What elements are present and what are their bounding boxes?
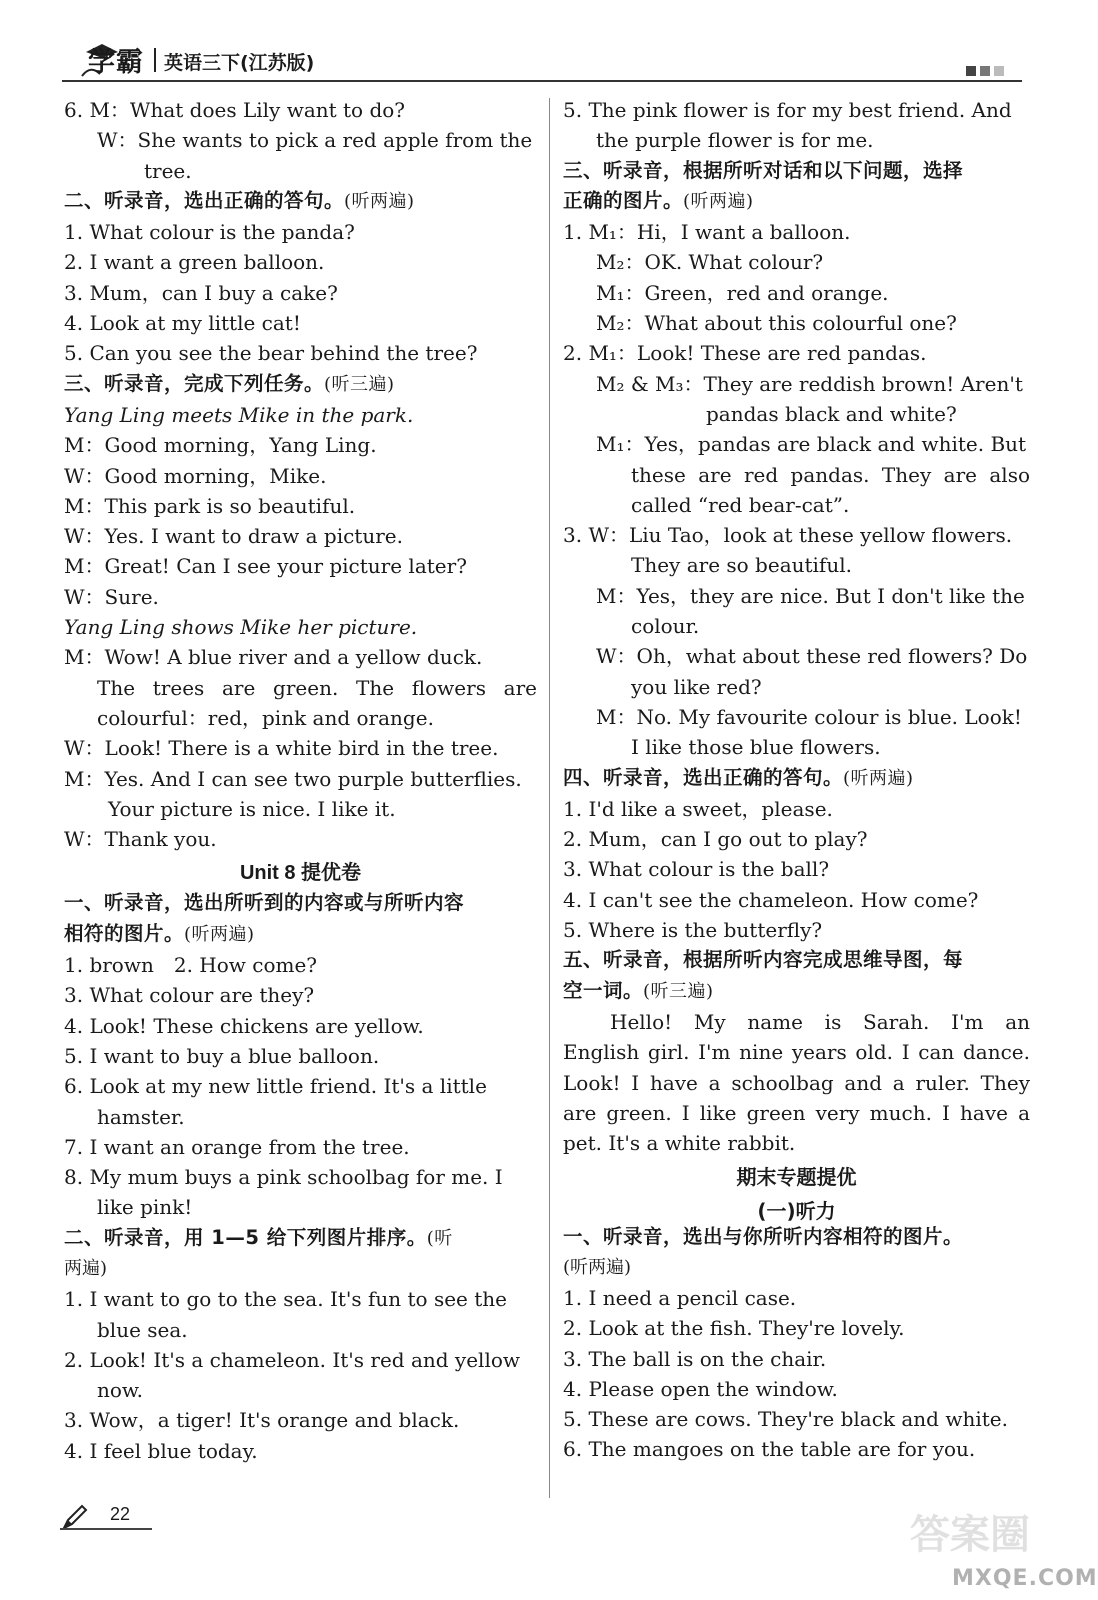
listen-note: (听两遍) [683, 190, 754, 212]
dialogue-line: W：Oh，what about these red flowers? Do [596, 644, 1028, 669]
dialogue-line: W：Sure. [64, 584, 159, 609]
list-item: 1. brown 2. How come? [64, 953, 318, 978]
dialogue-line: M：Great! Can I see your picture later? [64, 554, 467, 579]
header-separator [154, 48, 156, 72]
list-item-continuation: now. [97, 1378, 144, 1403]
dialogue-line: W：Look! There is a white bird in the tree. [64, 736, 499, 761]
listen-note: (听三遍) [643, 980, 714, 1002]
paragraph-line: English girl. I'm nine years old. I can dance. [563, 1040, 1030, 1065]
dialogue-line: M₂：OK. What colour? [596, 250, 824, 275]
unit-title: Unit 8 提优卷 [239, 862, 362, 885]
book-title: 英语三下(江苏版) [164, 52, 315, 74]
heading-text: 二、听录音，选出正确的答句。 [64, 188, 345, 212]
dialogue-line: M₂：What about this colourful one? [596, 311, 957, 336]
section-heading [64, 369, 537, 400]
heading-text: 正确的图片。 [563, 188, 684, 212]
dialogue-line: M：No. My favourite colour is blue. Look! [596, 704, 1022, 729]
dialogue-line: 1. M₁：Hi，I want a balloon. [563, 220, 851, 245]
scene-description: Yang Ling meets Mike in the park. [64, 402, 414, 427]
final-subtitle: (一)听力 [757, 1199, 836, 1224]
listen-note: (听两遍) [184, 923, 255, 945]
text-line: 6. M：What does Lily want to do? [64, 98, 406, 122]
brand-logo-text: 学霸 [88, 47, 144, 78]
dialogue-line: W：Thank you. [64, 827, 217, 852]
header-rule [62, 80, 1022, 82]
section-heading [563, 186, 1030, 217]
header-square [994, 66, 1004, 76]
list-item: 1. I need a pencil case. [563, 1285, 797, 1310]
dialogue-line: W：Good morning，Mike. [64, 463, 327, 488]
page-header [62, 36, 1022, 84]
dialogue-line: you like red? [631, 674, 762, 699]
section-heading [64, 1223, 537, 1254]
dialogue-line: M：Yes，they are nice. But I don't like the [596, 583, 1025, 608]
list-item: 3. What colour are they? [64, 983, 315, 1008]
paragraph-line: Hello! My name is Sarah. I'm an [610, 1009, 1030, 1034]
watermark-text: MXQE.COM [952, 1566, 1098, 1591]
dialogue-line: M₁：Green，red and orange. [596, 280, 889, 305]
list-item: 4. I can't see the chameleon. How come? [563, 887, 979, 912]
dialogue-line: 2. M₁：Look! These are red pandas. [563, 341, 927, 366]
list-item: 3. What colour is the ball? [563, 857, 830, 882]
heading-text: 三、听录音，完成下列任务。 [64, 371, 325, 395]
listen-note: 两遍) [64, 1257, 108, 1279]
dialogue-line: W：Yes. I want to draw a picture. [64, 524, 403, 549]
listen-note: (听 [426, 1227, 453, 1249]
section-heading [563, 763, 1030, 794]
list-item: 2. Look at the fish. They're lovely. [563, 1316, 905, 1341]
listen-note: (听两遍) [344, 190, 415, 212]
dialogue-line: pandas black and white? [706, 401, 957, 426]
section-heading [64, 186, 537, 217]
dialogue-line: M：Wow! A blue river and a yellow duck. [64, 645, 483, 670]
list-item: 6. Look at my new little friend. It's a little [64, 1074, 487, 1099]
dialogue-line: M：Good morning，Yang Ling. [64, 433, 377, 458]
dialogue-line: They are so beautiful. [631, 553, 852, 578]
list-item: 1. What colour is the panda? [64, 220, 355, 245]
dialogue-line: M₁：Yes，pandas are black and white. But [596, 432, 1027, 457]
left-column [64, 95, 537, 1466]
section-heading: 三、听录音，根据所听对话和以下问题，选择 [563, 158, 964, 182]
list-item: 3. Mum，can I buy a cake? [64, 280, 338, 305]
list-item-continuation: hamster. [97, 1104, 185, 1129]
heading-text: 二、听录音，用 1—5 给下列图片排序。 [64, 1225, 427, 1249]
heading-text: 四、听录音，选出正确的答句。 [563, 765, 844, 789]
dialogue-line: colourful：red，pink and orange. [97, 705, 434, 730]
section-heading [563, 976, 1030, 1007]
list-item: 5. These are cows. They're black and white. [563, 1407, 1008, 1432]
footer-rule [60, 1528, 152, 1530]
heading-text: 相符的图片。 [64, 921, 185, 945]
final-title: 期末专题提优 [736, 1165, 857, 1190]
section-heading: 一、听录音，选出与你所听内容相符的图片。 [563, 1225, 964, 1249]
list-item: 3. Wow，a tiger! It's orange and black. [64, 1408, 460, 1433]
list-item: 1. I want to go to the sea. It's fun to see the [64, 1287, 507, 1312]
list-item: 6. The mangoes on the table are for you. [563, 1437, 976, 1462]
right-column [563, 95, 1030, 1465]
dialogue-line: these are red pandas. They are also [631, 462, 1030, 487]
dialogue-line: 3. W：Liu Tao，look at these yellow flowers. [563, 523, 1013, 548]
text-line: tree. [144, 158, 192, 183]
list-item: 2. Mum，can I go out to play? [563, 827, 868, 852]
list-item-continuation: like pink! [97, 1195, 193, 1220]
dialogue-line: Your picture is nice. I like it. [108, 796, 396, 821]
dialogue-line: M：Yes. And I can see two purple butterflies. [64, 766, 522, 791]
watermark-glyphs: 答案圈 [910, 1512, 1030, 1558]
list-item-continuation: blue sea. [97, 1317, 188, 1342]
section-heading: 一、听录音，选出所听到的内容或与所听内容 [64, 891, 465, 915]
column-divider [549, 98, 550, 1498]
listen-note: (听两遍) [843, 767, 914, 789]
section-heading [64, 919, 537, 950]
section-heading: 五、听录音，根据所听内容完成思维导图，每 [563, 948, 964, 972]
list-item: 2. I want a green balloon. [64, 250, 325, 275]
dialogue-line: called “red bear-cat”. [631, 492, 850, 517]
list-item: 7. I want an orange from the tree. [64, 1134, 410, 1159]
dialogue-line: M₂ & M₃：They are reddish brown! Aren't [596, 371, 1023, 396]
list-item: 4. I feel blue today. [64, 1438, 258, 1463]
header-square [966, 66, 976, 76]
paragraph-line: Look! I have a schoolbag and a ruler. They [563, 1070, 1030, 1095]
list-item: 4. Please open the window. [563, 1376, 838, 1401]
list-item: 4. Look! These chickens are yellow. [64, 1013, 424, 1038]
heading-text: 空一词。 [563, 978, 644, 1002]
paragraph-line: are green. I like green very much. I have a [563, 1100, 1030, 1125]
list-item: 4. Look at my little cat! [64, 311, 301, 336]
list-item-continuation: the purple flower is for me. [596, 128, 874, 153]
list-item: 5. Can you see the bear behind the tree? [64, 341, 478, 366]
dialogue-line: The trees are green. The flowers are [97, 675, 537, 700]
list-item: 8. My mum buys a pink schoolbag for me. I [64, 1165, 503, 1190]
list-item: 5. The pink flower is for my best friend. And [563, 98, 1012, 122]
list-item: 2. Look! It's a chameleon. It's red and yellow [64, 1347, 520, 1372]
listen-note: (听两遍) [563, 1256, 632, 1278]
header-square [980, 66, 990, 76]
dialogue-line: M：This park is so beautiful. [64, 493, 356, 518]
dialogue-line: I like those blue flowers. [631, 735, 881, 760]
listen-note: (听三遍) [324, 373, 395, 395]
list-item: 5. I want to buy a blue balloon. [64, 1043, 380, 1068]
scene-description: Yang Ling shows Mike her picture. [64, 615, 418, 640]
list-item: 5. Where is the butterfly? [563, 918, 823, 943]
text-line: W：She wants to pick a red apple from the [97, 128, 533, 153]
dialogue-line: colour. [631, 614, 700, 639]
paragraph-line: pet. It's a white rabbit. [563, 1131, 796, 1156]
page-number: 22 [110, 1504, 131, 1524]
list-item: 3. The ball is on the chair. [563, 1346, 827, 1371]
list-item: 1. I'd like a sweet，please. [563, 796, 833, 821]
